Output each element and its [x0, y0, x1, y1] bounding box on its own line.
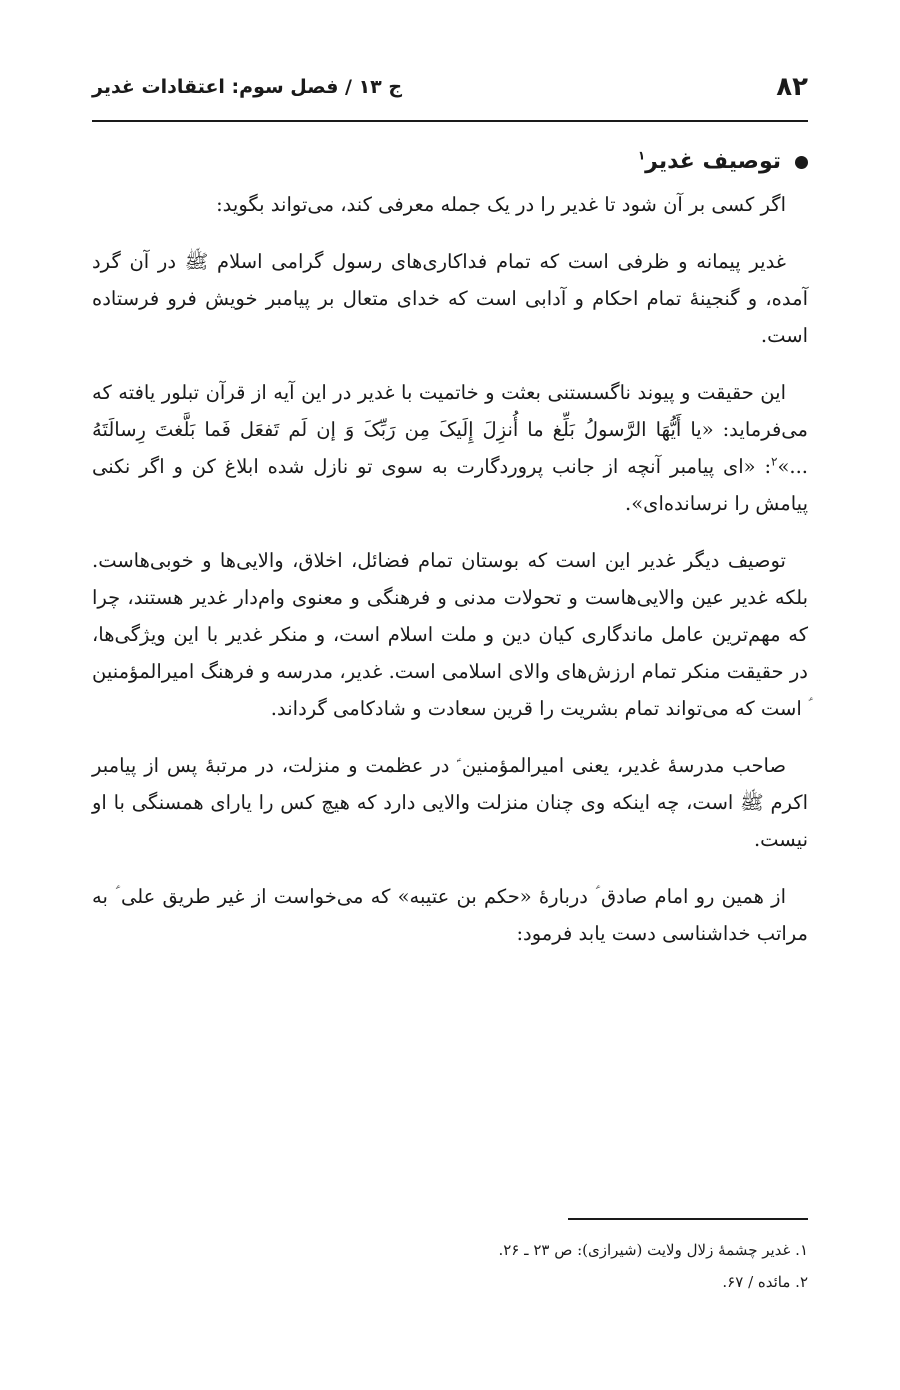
header-rule: [92, 120, 808, 122]
paragraph-3: توصیف دیگر غدیر این است که بوستان تمام فضائل، اخلاق، والایی‌ها و خوبی‌هاست. بلکه غدیر عین والایی‌هاست و تحولات مدنی و فرهنگی و معنوی وام‌دار غدیر هستند، چرا که مهم‌ترین عامل ماندگاری کیان دین و ملت اسلام است، و منکر غدیر با این ویژگی‌ها، در حقیقت منکر تمام ارزش‌های والای اسلامی است. غدیر، مدرسه و فرهنگ امیرالمؤمنین ؑ است که می‌تواند تمام بشریت را قرین سعادت و شادکامی گرداند.: [92, 549, 808, 720]
footnote-ref-2[interactable]: ۲: [771, 454, 778, 469]
verse-translation: : «ای پیامبر آنچه از جانب پروردگارت به سوی تو نازل شده ابلاغ کن و اگر نکنی پیامش را نرسانده‌ای».: [92, 455, 808, 515]
footnote-2: ۲. مائده / ۶۷.: [722, 1273, 808, 1291]
paragraph-4: صاحب مدرسهٔ غدیر، یعنی امیرالمؤمنین ؑ در عظمت و منزلت، در مرتبهٔ پس از پیامبر اکرم ﷺ است، چه اینکه وی چنان منزلت والایی دارد که هیچ کس را یارای همسنگی با او نیست.: [92, 754, 808, 851]
section-heading: [92, 142, 808, 182]
page-header: [92, 64, 808, 114]
paragraph-2: [92, 374, 808, 522]
running-head: ج ۱۳ / فصل سوم: اعتقادات غدیر: [92, 76, 403, 98]
footnote-ref-1[interactable]: ۱: [637, 148, 646, 163]
page-number: ۸۲: [776, 72, 808, 102]
footnotes: [92, 1234, 808, 1298]
paragraph-5: از همین رو امام صادق ؑ دربارهٔ «حکم بن عتیبه» که می‌خواست از غیر طریق علی ؑ به مراتب خداشناسی دست یابد فرمود:: [92, 885, 808, 945]
section-title: توصیف غدیر: [645, 149, 781, 174]
intro-text: اگر کسی بر آن شود تا غدیر را در یک جمله معرفی کند، می‌تواند بگوید:: [216, 193, 786, 216]
paragraph-2-text: این حقیقت و پیوند ناگسستنی بعثت و خاتمیت با غدیر در این آیه از قرآن تبلور یافته که می‌فرماید: «یا أَیُّهَا الرَّسولُ بَلِّغ ما أُنزِلَ إِلَیکَ مِن رَبِّکَ وَ إن لَم تَفعَل فَما بَلَّغتَ رِسالَتَهُ ...»: [92, 381, 808, 478]
bullet-icon: [795, 156, 808, 169]
paragraph-1: غدیر پیمانه و ظرفی است که تمام فداکاری‌های رسول گرامی اسلام ﷺ در آن گرد آمده، و گنجینهٔ تمام احکام و آدابی است که خدای متعال بر پیامبر خویش فرو فرستاده است.: [92, 250, 808, 347]
main-content: [92, 142, 808, 972]
footnote-rule: [568, 1218, 808, 1220]
footnote-1: ۱. غدیر چشمهٔ زلال ولایت (شیرازی): ص ۲۳ ـ ۲۶.: [498, 1241, 808, 1259]
